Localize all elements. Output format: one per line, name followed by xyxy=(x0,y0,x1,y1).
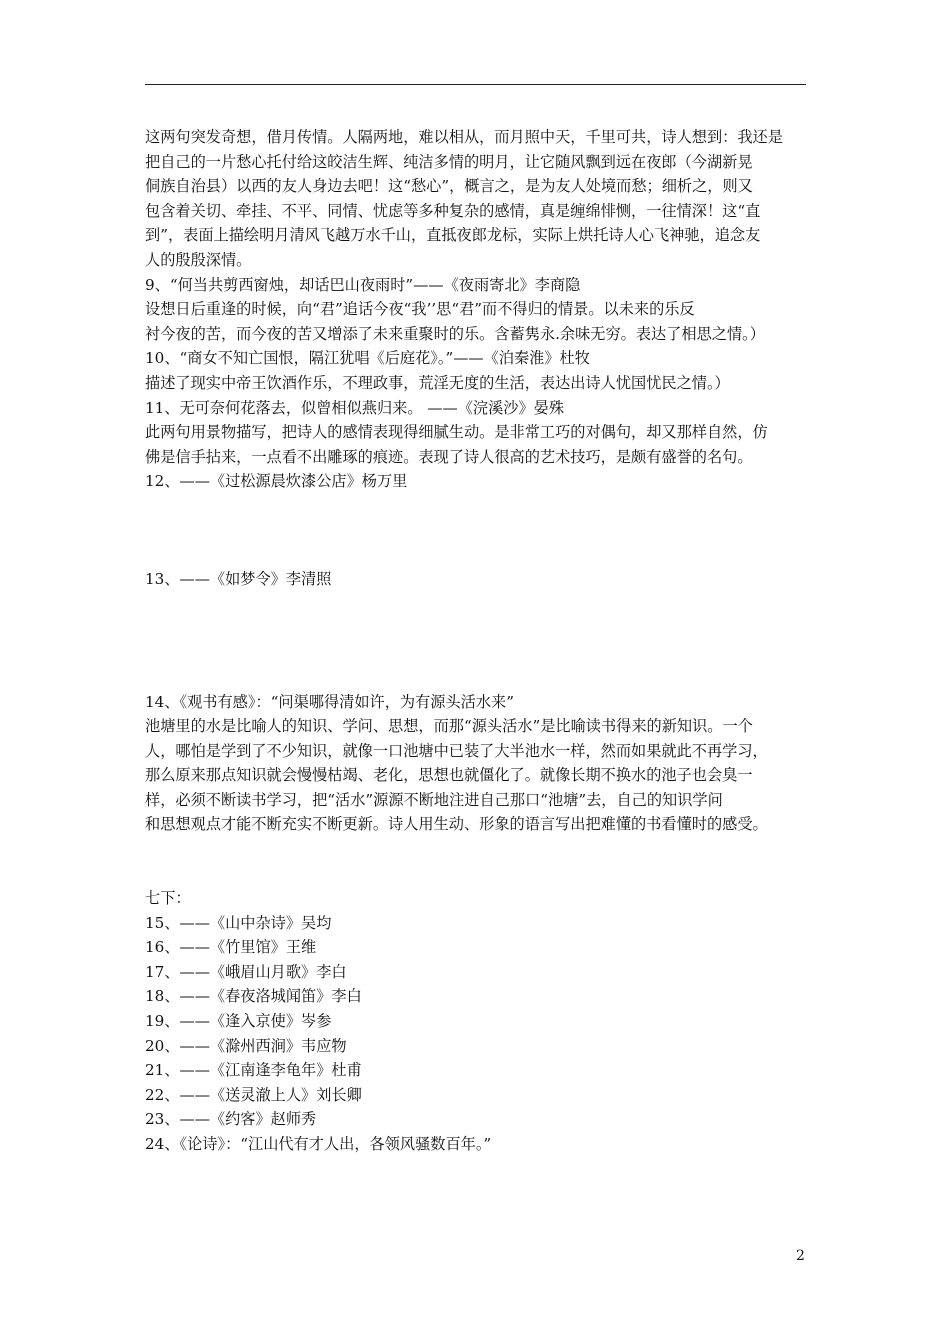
poem-item-11: 11、无可奈何花落去，似曾相似燕归来。 ——《浣溪沙》晏殊 xyxy=(145,398,565,417)
poem-item-13: 13、——《如梦令》李清照 xyxy=(145,569,332,588)
text-line: 把自己的一片愁心托付给这皎洁生辉、纯洁多情的明月，让它随风飘到远在夜郎（今湖新晃 xyxy=(145,152,753,171)
section-heading: 七下： xyxy=(145,889,191,908)
poem-list xyxy=(145,911,815,1157)
text-line: 人的殷殷深情。 xyxy=(145,250,252,269)
poem-item-10: 10、“商女不知亡国恨，隔江犹唱《后庭花》。”——《泊秦淮》杜牧 xyxy=(145,349,590,368)
text-line: 池塘里的水是比喻人的知识、学问、思想，而那“源头活水”是比喻读书得来的新知识。一个 xyxy=(145,717,753,736)
list-item: 19、——《逢入京使》岑参 xyxy=(145,1012,332,1031)
document-body xyxy=(145,125,815,1157)
paragraph-block-14 xyxy=(145,690,815,838)
text-line: 到”，表面上描绘明月清风飞越万水千山，直抵夜郎龙标，实际上烘托诗人心飞神驰，追念友 xyxy=(145,226,761,245)
list-item: 23、——《约客》赵师秀 xyxy=(145,1110,317,1129)
blank-space xyxy=(145,592,815,690)
text-line: 设想日后重逢的时候，向“君”追话今夜“我’’思“君”而不得归的情景。以未来的乐反 xyxy=(145,300,695,319)
page-number: 2 xyxy=(796,1248,805,1264)
list-item: 15、——《山中杂诗》吴均 xyxy=(145,913,332,932)
list-item: 22、——《送灵澈上人》刘长卿 xyxy=(145,1085,362,1104)
text-line: 描述了现实中帝王饮酒作乐，不理政事，荒淫无度的生活，表达出诗人忧国忧民之情。） xyxy=(145,373,730,392)
text-line: 和思想观点才能不断充实不断更新。诗人用生动、形象的语言写出把难懂的书看懂时的感受。 xyxy=(145,815,768,834)
text-line: 佛是信手拈来，一点看不出雕琢的痕迹。表现了诗人很高的艺术技巧，是颇有盛誉的名句。 xyxy=(145,447,753,466)
poem-item-14: 14、《观书有感》：“问渠哪得清如许，为有源头活水来” xyxy=(145,692,514,711)
list-item: 18、——《春夜洛城闻笛》李白 xyxy=(145,987,362,1006)
list-item: 16、——《竹里馆》王维 xyxy=(145,938,317,957)
list-item: 20、——《滁州西涧》韦应物 xyxy=(145,1036,347,1055)
header-rule xyxy=(145,84,806,85)
poem-item-9: 9、“何当共剪西窗烛，却话巴山夜雨时”——《夜雨寄北》李商隐 xyxy=(145,275,581,294)
text-line: 人，哪怕是学到了不少知识，就像一口池塘中已装了大半池水一样，然而如果就此不再学习， xyxy=(145,741,768,760)
text-line: 那么原来那点知识就会慢慢枯竭、老化，思想也就僵化了。就像长期不换水的池子也会臭一 xyxy=(145,766,753,785)
list-item: 24、《论诗》：“江山代有才人出，各领风骚数百年。” xyxy=(145,1135,492,1153)
list-item: 17、——《峨眉山月歌》李白 xyxy=(145,962,347,981)
text-line: 侗族自治县）以西的友人身边去吧！这“愁心”，概言之，是为友人处境而愁；细析之，则又 xyxy=(145,177,753,196)
text-line: 样，必须不断读书学习，把“活水”源源不断地注进自己那口“池塘”去，自己的知识学问 xyxy=(145,790,723,809)
text-line: 这两句突发奇想，借月传情。人隔两地，难以相从，而月照中天，千里可共，诗人想到：我还是 xyxy=(145,128,783,146)
paragraph-block-1 xyxy=(145,125,815,494)
text-line: 包含着关切、牵挂、不平、同情、忧虑等多种复杂的感情，真是缠绵悱恻，一往情深！这“直 xyxy=(145,201,761,220)
text-line: 衬今夜的苦，而今夜的苦又增添了未来重聚时的乐。含蓄隽永.余味无穷。表达了相思之情。） xyxy=(145,324,765,343)
text-line: 此两句用景物描写，把诗人的感情表现得细腻生动。是非常工巧的对偶句，却又那样自然，仿 xyxy=(145,423,768,442)
poem-item-12: 12、——《过松源晨炊漆公店》杨万里 xyxy=(145,472,408,491)
list-item: 21、——《江南逢李龟年》杜甫 xyxy=(145,1061,362,1080)
blank-space xyxy=(145,494,815,567)
blank-space xyxy=(145,837,815,886)
